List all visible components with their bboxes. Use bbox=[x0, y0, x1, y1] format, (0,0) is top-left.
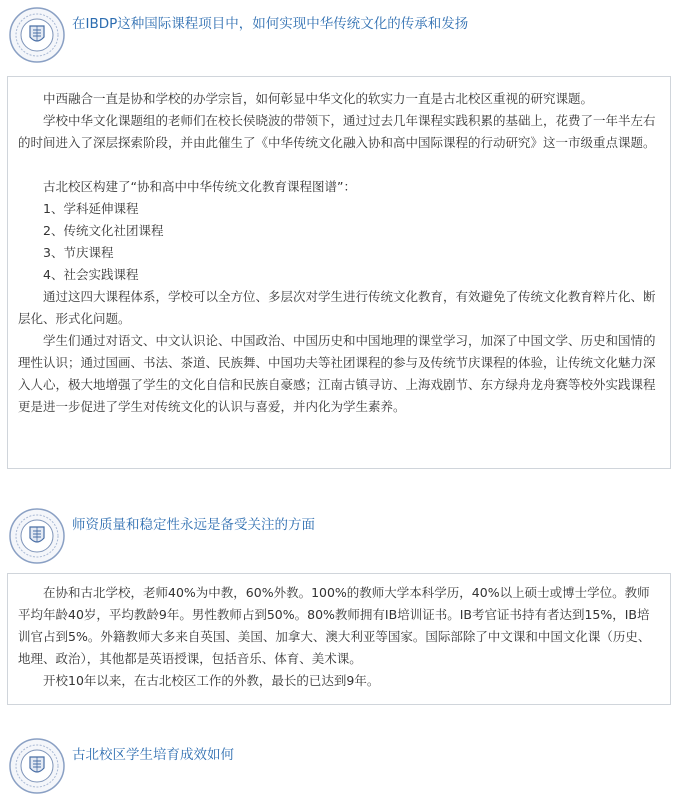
paragraph: 中西融合一直是协和学校的办学宗旨，如何彰显中华文化的软实力一直是古北校区重视的研究课题。 bbox=[43, 91, 594, 106]
content-panel-2 bbox=[7, 573, 671, 705]
section-title-3: 古北校区学生培育成效如何 bbox=[72, 747, 234, 763]
list-item: 1、学科延伸课程 bbox=[43, 201, 139, 216]
section-header-2 bbox=[8, 507, 668, 567]
blank-line bbox=[18, 154, 660, 176]
section-header-1 bbox=[8, 6, 668, 66]
school-seal-icon bbox=[8, 737, 66, 795]
list-item: 3、节庆课程 bbox=[43, 245, 114, 260]
paragraph: 在协和古北学校，老师40%为中教，60%外教。100%的教师大学本科学历，40%以上硕士或博士学位。教师平均年龄40岁，平均教龄9年。男性教师占到50%。80%教师拥有IB培训证书。IB考官证书持有者达到15%，IB培训官占到5%。外籍教师大多来自英国、美国、加拿大、澳大利亚等国家。国际部除了中文课和中国文化课（历史、地理、政治），其他都是英语授课，包括音乐、体育、美术课。 bbox=[18, 585, 651, 666]
school-seal-icon bbox=[8, 6, 66, 64]
paragraph: 古北校区构建了“协和高中中华传统文化教育课程图谱”： bbox=[43, 179, 356, 194]
paragraph: 学生们通过对语文、中文认识论、中国政治、中国历史和中国地理的课堂学习，加深了中国文学、历史和国情的理性认识；通过国画、书法、茶道、民族舞、中国功夫等社团课程的参与及传统节庆课程的体验，让传统文化魅力深入人心，极大地增强了学生的文化自信和民族自豪感；江南古镇寻访、上海戏剧节、东方绿舟龙舟赛等校外实践课程更是进一步促进了学生对传统文化的认识与喜爱，并内化为学生素养。 bbox=[18, 333, 656, 414]
section-title-2: 师资质量和稳定性永远是备受关注的方面 bbox=[72, 517, 315, 533]
paragraph: 学校中华文化课题组的老师们在校长侯晓波的带领下，通过过去几年课程实践积累的基础上，花费了一年半左右的时间进入了深层探索阶段，并由此催生了《中华传统文化融入协和高中国际课程的行动研究》这一市级重点课题。 bbox=[18, 113, 656, 150]
section-title-1: 在IBDP这种国际课程项目中，如何实现中华传统文化的传承和发扬 bbox=[72, 16, 469, 32]
list-item: 4、社会实践课程 bbox=[43, 267, 139, 282]
paragraph: 通过这四大课程体系，学校可以全方位、多层次对学生进行传统文化教育，有效避免了传统文化教育粹片化、断层化、形式化问题。 bbox=[18, 289, 656, 326]
school-seal-icon bbox=[8, 507, 66, 565]
paragraph: 开校10年以来，在古北校区工作的外教，最长的已达到9年。 bbox=[43, 673, 380, 688]
section-header-3 bbox=[8, 737, 668, 797]
content-panel-1 bbox=[7, 76, 671, 469]
list-item: 2、传统文化社团课程 bbox=[43, 223, 164, 238]
